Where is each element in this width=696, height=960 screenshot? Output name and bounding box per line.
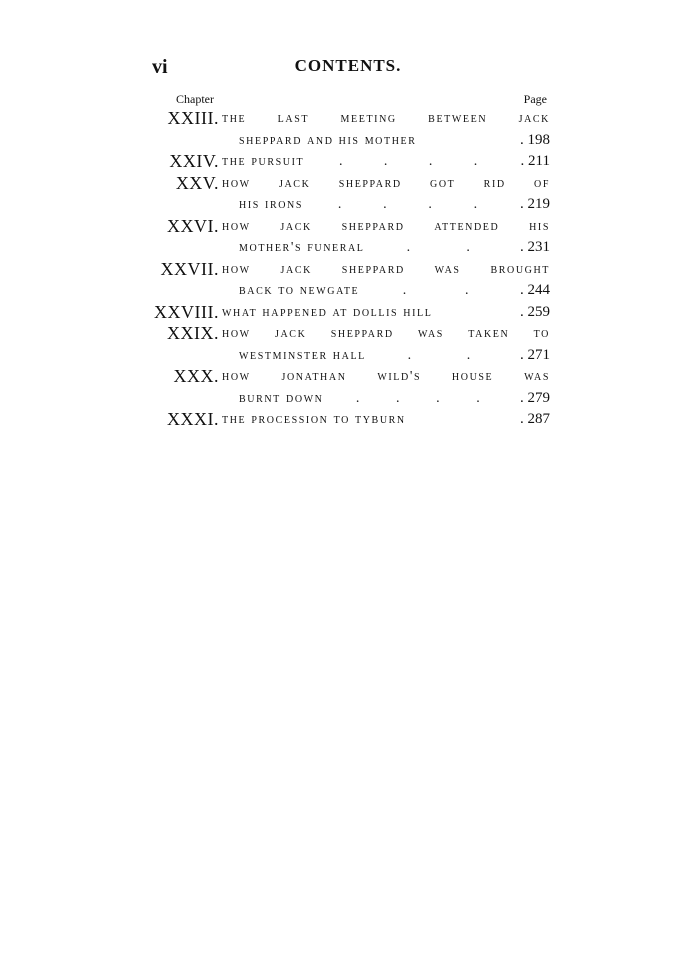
chapter-title-line [239,280,550,302]
page-ref: . 271 [520,346,550,363]
chapter-number: XXIX. [167,323,219,343]
page-column-label: Page [523,92,547,106]
toc-line [150,388,550,410]
chapter-title: sheppard and his mother [239,132,417,148]
chapter-title: his irons [239,197,304,212]
table-of-contents [150,108,550,431]
page-ref: . 231 [520,239,550,255]
chapter-title: how jack sheppard was taken to [222,326,550,341]
chapter-title: how jonathan wild's house was [222,369,550,384]
toc-line [150,409,550,431]
toc-line [150,345,550,367]
page-number: vi [152,56,168,78]
leader-dots [406,409,512,431]
toc-line [150,366,550,388]
chapter-title: what happened at dollis hill [222,304,433,320]
leader-dots: . . . . [338,154,478,169]
chapter-title-line [239,237,550,259]
chapter-title-line [222,108,550,130]
toc-line [150,194,550,216]
chapter-title-line [239,388,550,410]
chapter-title-line [222,409,550,431]
leader-dots: . . [402,283,469,298]
toc-line [150,151,550,173]
chapter-title: mother's funeral [239,240,365,255]
page-ref: . 219 [520,196,550,212]
chapter-column-label: Chapter [176,92,214,106]
chapter-number: XXIV. [169,151,219,171]
chapter-number: XXIII. [167,108,219,128]
chapter-title-line [222,216,550,238]
chapter-number: XXVIII. [154,301,219,322]
chapter-title-line [222,366,550,388]
chapter-number: XXXI. [167,409,219,429]
chapter-title-line [222,323,550,345]
chapter-title-line [222,259,550,281]
chapter-title: back to newgate [239,283,360,298]
chapter-title-line [239,130,550,152]
running-head: CONTENTS. [294,56,402,75]
chapter-number: XXV. [175,172,219,193]
leader-dots: . . . . [355,390,480,406]
chapter-title: the last meeting between jack [222,111,550,126]
chapter-number: XXVII. [160,258,219,279]
chapter-title: how jack sheppard attended his [222,218,550,234]
page-ref: . 287 [520,411,550,427]
page-ref: . 244 [520,282,550,298]
chapter-title-line [222,173,550,195]
chapter-title: the pursuit [222,154,305,169]
toc-line [150,280,550,302]
chapter-title-line [239,194,550,216]
chapter-title: burnt down [239,390,324,406]
chapter-title-line [222,302,550,324]
toc-line [150,108,550,130]
page-ref: . 198 [520,131,550,148]
page-ref: . 259 [520,303,550,320]
chapter-title: westminster hall [239,347,366,363]
page-ref: . 211 [520,153,550,169]
chapter-number: XXX. [173,366,219,386]
leader-dots [417,130,512,152]
toc-line [150,259,550,281]
page-ref: . 279 [520,389,550,406]
chapter-title-line [239,345,550,367]
chapter-number: XXVI. [167,215,219,236]
toc-line [150,237,550,259]
chapter-title: the procession to tyburn [222,412,406,427]
chapter-title-line [222,151,550,173]
toc-line [150,173,550,195]
chapter-title: how jack sheppard was brought [222,261,550,277]
leader-dots: . . [406,240,470,255]
leader-dots: . . [407,347,471,363]
toc-line [150,130,550,152]
toc-line [150,302,550,324]
leader-dots [432,302,512,324]
chapter-title: how jack sheppard got rid of [222,175,550,191]
toc-line [150,323,550,345]
leader-dots: . . . . [337,197,478,212]
toc-line [150,216,550,238]
